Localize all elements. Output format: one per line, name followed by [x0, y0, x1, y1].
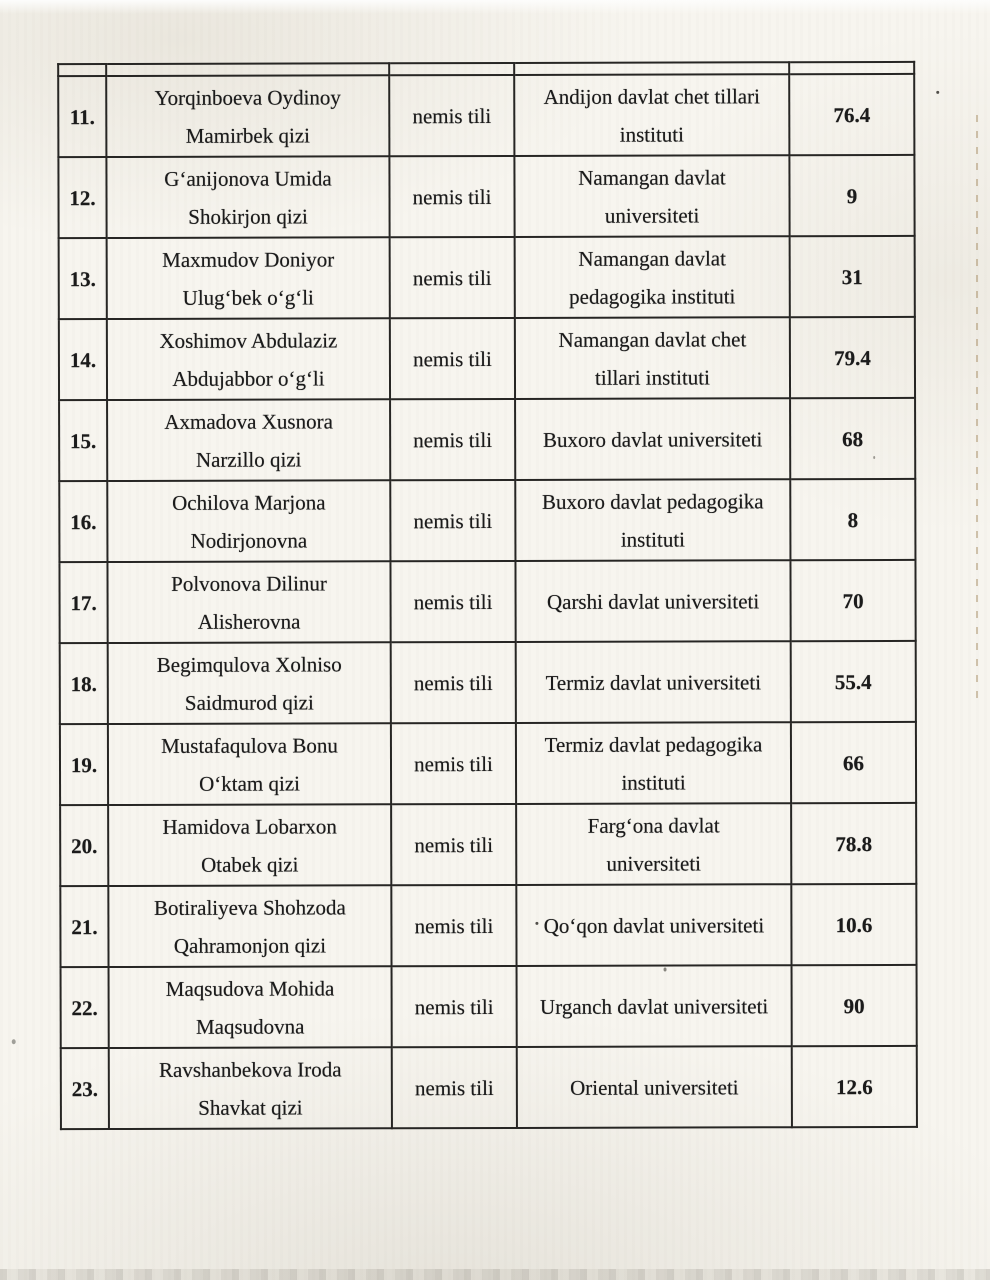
subject: nemis tili — [389, 156, 514, 237]
score: 78.8 — [791, 803, 916, 884]
score: 68 — [790, 398, 915, 479]
student-name: Polvonova Dilinur Alisherovna — [107, 561, 390, 643]
student-name: Axmadova Xusnora Narzillo qizi — [107, 399, 390, 481]
subject: nemis tili — [390, 480, 515, 561]
score: 55.4 — [791, 641, 916, 722]
student-name: Mustafaqulova Bonu O‘ktam qizi — [108, 723, 391, 805]
table-row — [58, 155, 914, 238]
university: Urganch davlat universiteti — [517, 965, 792, 1047]
row-number: 18. — [60, 643, 108, 724]
scan-speck — [535, 922, 538, 925]
subject: nemis tili — [390, 561, 515, 642]
score: 76.4 — [789, 74, 914, 155]
row-number: 22. — [61, 967, 109, 1048]
row-number: 17. — [59, 562, 107, 643]
table-row — [60, 803, 916, 886]
university: Qo‘qon davlat universiteti — [516, 884, 791, 966]
cutoff-cell — [389, 63, 514, 75]
student-name: Hamidova Lobarxon Otabek qizi — [108, 804, 391, 886]
row-number: 20. — [60, 805, 108, 886]
table-row — [59, 317, 915, 400]
scan-speck — [12, 1039, 16, 1044]
university: Termiz davlat universiteti — [516, 641, 791, 723]
university: Andijon davlat chet tillari instituti — [514, 74, 789, 156]
cutoff-cell — [58, 64, 106, 76]
table-row — [59, 479, 915, 562]
subject: nemis tili — [392, 1047, 517, 1128]
subject: nemis tili — [391, 723, 516, 804]
student-name: G‘anijonova Umida Shokirjon qizi — [106, 156, 389, 238]
university: Oriental universiteti — [517, 1046, 792, 1128]
student-name: Ravshanbekova Iroda Shavkat qizi — [109, 1047, 392, 1129]
row-number: 23. — [61, 1048, 109, 1129]
subject: nemis tili — [390, 399, 515, 480]
subject: nemis tili — [392, 966, 517, 1047]
university: Qarshi davlat universiteti — [515, 560, 790, 642]
score: 66 — [791, 722, 916, 803]
student-name: Begimqulova Xolniso Saidmurod qizi — [108, 642, 391, 724]
student-name: Yorqinboeva Oydinoy Mamirbek qizi — [106, 75, 389, 157]
row-number: 16. — [59, 481, 107, 562]
scan-speck — [936, 91, 939, 94]
score: 31 — [790, 236, 915, 317]
score: 70 — [790, 560, 915, 641]
scan-speck — [873, 456, 875, 459]
cutoff-cell — [106, 63, 389, 76]
score: 79.4 — [790, 317, 915, 398]
table-row — [60, 722, 916, 805]
subject: nemis tili — [391, 642, 516, 723]
university: Namangan davlat universiteti — [514, 155, 789, 237]
scan-edge-bottom — [0, 1269, 990, 1280]
student-name: Botiraliyeva Shohzoda Qahramonjon qizi — [108, 885, 391, 967]
results-table — [57, 61, 918, 1130]
row-number: 19. — [60, 724, 108, 805]
subject: nemis tili — [389, 75, 514, 156]
row-number: 14. — [59, 319, 107, 400]
table-row — [61, 965, 917, 1048]
university: Namangan davlat chet tillari instituti — [515, 317, 790, 399]
student-name: Maxmudov Doniyor Ulug‘bek o‘g‘li — [107, 237, 390, 319]
subject: nemis tili — [391, 804, 516, 885]
student-name: Maqsudova Mohida Maqsudovna — [109, 966, 392, 1048]
university: Buxoro davlat universiteti — [515, 398, 790, 480]
row-number: 13. — [59, 238, 107, 319]
scan-speck — [664, 968, 667, 972]
score: 8 — [790, 479, 915, 560]
cutoff-cell — [789, 62, 914, 74]
score: 10.6 — [791, 884, 916, 965]
score: 9 — [789, 155, 914, 236]
subject: nemis tili — [391, 885, 516, 966]
score: 90 — [792, 965, 917, 1046]
subject: nemis tili — [390, 318, 515, 399]
university: Farg‘ona davlat universiteti — [516, 803, 791, 885]
student-name: Ochilova Marjona Nodirjonovna — [107, 480, 390, 562]
university: Namangan davlat pedagogika instituti — [515, 236, 790, 318]
subject: nemis tili — [390, 237, 515, 318]
table-row — [59, 560, 915, 643]
row-number: 15. — [59, 400, 107, 481]
row-number: 21. — [60, 886, 108, 967]
table-row — [60, 641, 916, 724]
table-row — [58, 74, 914, 157]
score: 12.6 — [792, 1046, 917, 1127]
table-row — [61, 1046, 917, 1129]
student-name: Xoshimov Abdulaziz Abdujabbor o‘g‘li — [107, 318, 390, 400]
table-row — [59, 398, 915, 481]
cutoff-cell — [514, 62, 789, 75]
table-row — [59, 236, 915, 319]
table-row — [60, 884, 916, 967]
row-number: 11. — [58, 76, 106, 157]
university: Buxoro davlat pedagogika instituti — [515, 479, 790, 561]
university: Termiz davlat pedagogika instituti — [516, 722, 791, 804]
row-number: 12. — [58, 157, 106, 238]
